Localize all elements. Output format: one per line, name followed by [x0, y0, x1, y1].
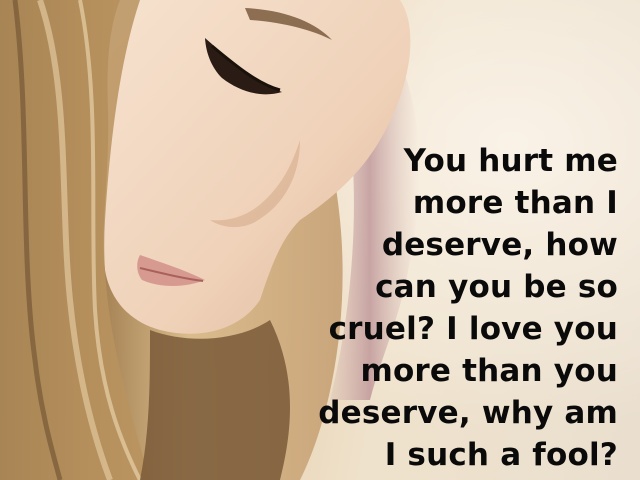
quote-line: more than you — [360, 353, 618, 389]
quote-line: deserve, why am — [318, 395, 618, 431]
quote-line: more than I — [412, 185, 618, 221]
quote-text — [298, 140, 618, 476]
quote-line: I such a fool? — [384, 437, 618, 473]
quote-line: deserve, how — [381, 227, 618, 263]
quote-line: You hurt me — [403, 143, 618, 179]
quote-line: can you be so — [375, 269, 618, 305]
quote-line: cruel? I love you — [328, 311, 618, 347]
